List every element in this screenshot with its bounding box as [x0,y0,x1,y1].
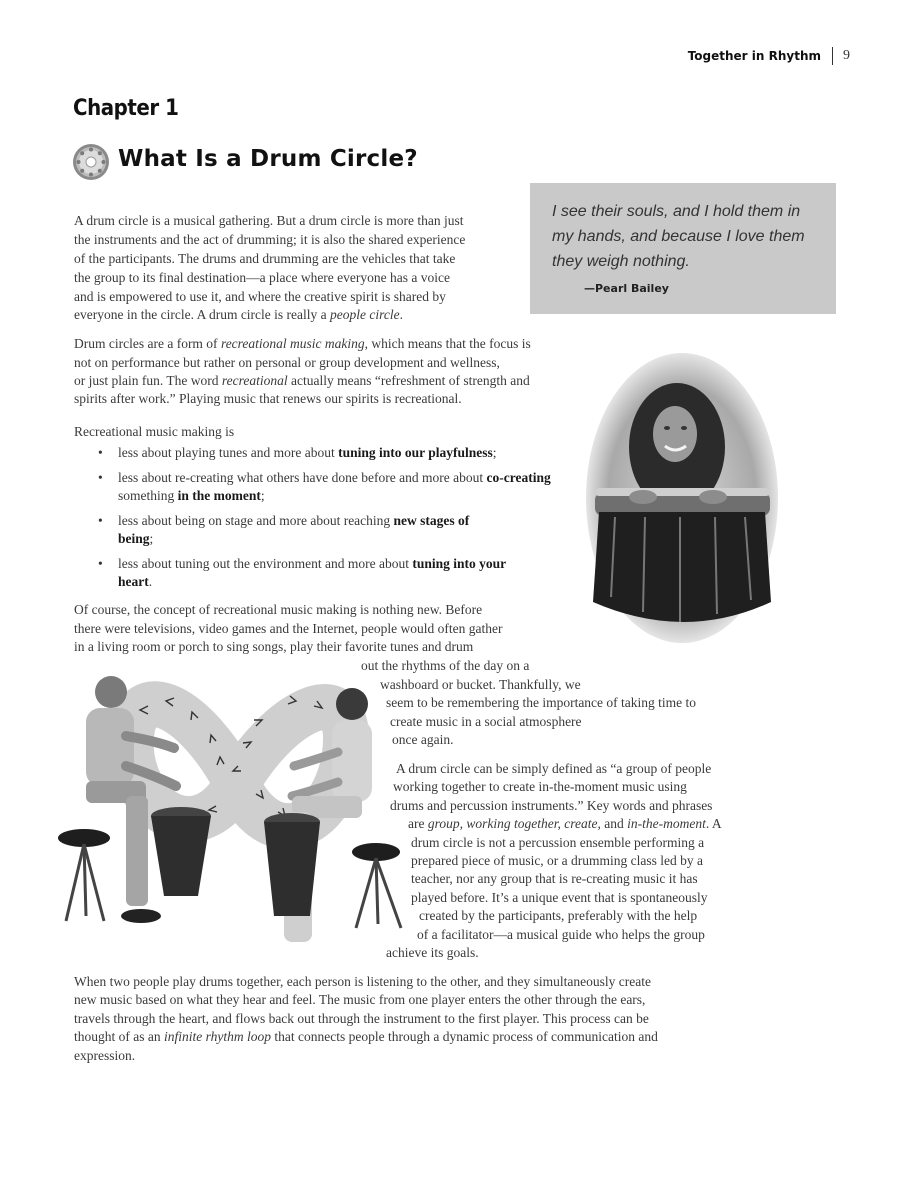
text-line: drums and percussion instruments.” Key words and phrases [390,798,713,813]
chapter-label: Chapter 1 [73,96,179,121]
chapter-title: What Is a Drum Circle? [118,146,418,172]
text-line: expression. [74,1048,136,1063]
text-line: created by the participants, preferably with the help [419,908,698,923]
text-line: A drum circle can be simply defined as “a group of people [396,761,712,776]
text-line: are group, working together, create, and in-the-moment. A [408,816,722,831]
text-line: achieve its goals. [386,945,479,960]
quote-text: I see their souls, and I hold them in my hands, and because I love them they weigh nothing. [552,203,805,270]
text-line: Drum circles are a form of recreational music making, which means that the focus is [74,336,531,351]
pull-quote [530,183,836,314]
list-item: • less about being on stage and more about reaching new stages of being; [98,512,498,549]
list-item: • less about re-creating what others have done before and more about co-creating something in the moment; [98,469,558,506]
infinite-rhythm-loop-illustration [56,666,418,952]
text-line: there were televisions, video games and the Internet, people would often gather [74,621,503,636]
text-line: washboard or bucket. Thankfully, we [380,677,581,692]
text-line: Of course, the concept of recreational music making is nothing new. Before [74,602,483,617]
text-line: create music in a social atmosphere [390,714,582,729]
text-line: or just plain fun. The word recreational actually means “refreshment of strength and [74,373,530,388]
text-line: in a living room or porch to sing songs, play their favorite tunes and drum [74,639,474,654]
text-line: the group to its final destination—a place where everyone has a voice [74,270,450,285]
text-line: played before. It’s a unique event that is spontaneously [411,890,708,905]
running-head [688,47,850,65]
text-line: When two people play drums together, each person is listening to the other, and they simultaneously create [74,974,652,989]
text-line: new music based on what they hear and feel. The music from one player enters the other through the ears, [74,992,646,1007]
text-line: thought of as an infinite rhythm loop that connects people through a dynamic process of communication and [74,1029,658,1044]
quote-attribution: —Pearl Bailey [584,282,669,295]
text-line: A drum circle is a musical gathering. But a drum circle is more than just [74,213,464,228]
list-intro: Recreational music making is [74,424,235,439]
text-line: the instruments and the act of drumming; it is also the shared experience [74,232,466,247]
woman-drumming-photo [585,352,780,644]
text-line: working together to create in-the-moment music using [393,779,687,794]
drum-head-icon [72,143,110,181]
list-item: • less about playing tunes and more about tuning into our playfulness; [98,444,563,463]
page-number: 9 [843,48,850,63]
text-line: everyone in the circle. A drum circle is really a people circle. [74,307,403,322]
text-line: out the rhythms of the day on a [361,658,530,673]
list-item: • less about tuning out the environment and more about tuning into your heart. [98,555,538,592]
running-head-title: Together in Rhythm [687,49,821,63]
text-line: drum circle is not a percussion ensemble performing a [411,835,705,850]
text-line: seem to be remembering the importance of taking time to [386,695,697,710]
bullet-list [98,444,563,598]
text-line: prepared piece of music, or a drumming class led by a [411,853,704,868]
text-line: not on performance but rather on personal or group development and wellness, [74,355,500,370]
text-line: of a facilitator—a musical guide who helps the group [417,927,705,942]
text-line: travels through the heart, and flows back out through the instrument to the first player. This process can be [74,1011,649,1026]
text-line: teacher, nor any group that is re-creating music it has [411,871,698,886]
text-line: spirits after work.” Playing music that renews our spirits is recreational. [74,391,462,406]
text-line: of the participants. The drums and drumming are the vehicles that take [74,251,456,266]
text-line: and is empowered to use it, and where the creative spirit is shared by [74,289,446,304]
running-head-divider [832,47,833,65]
text-line: once again. [392,732,454,747]
